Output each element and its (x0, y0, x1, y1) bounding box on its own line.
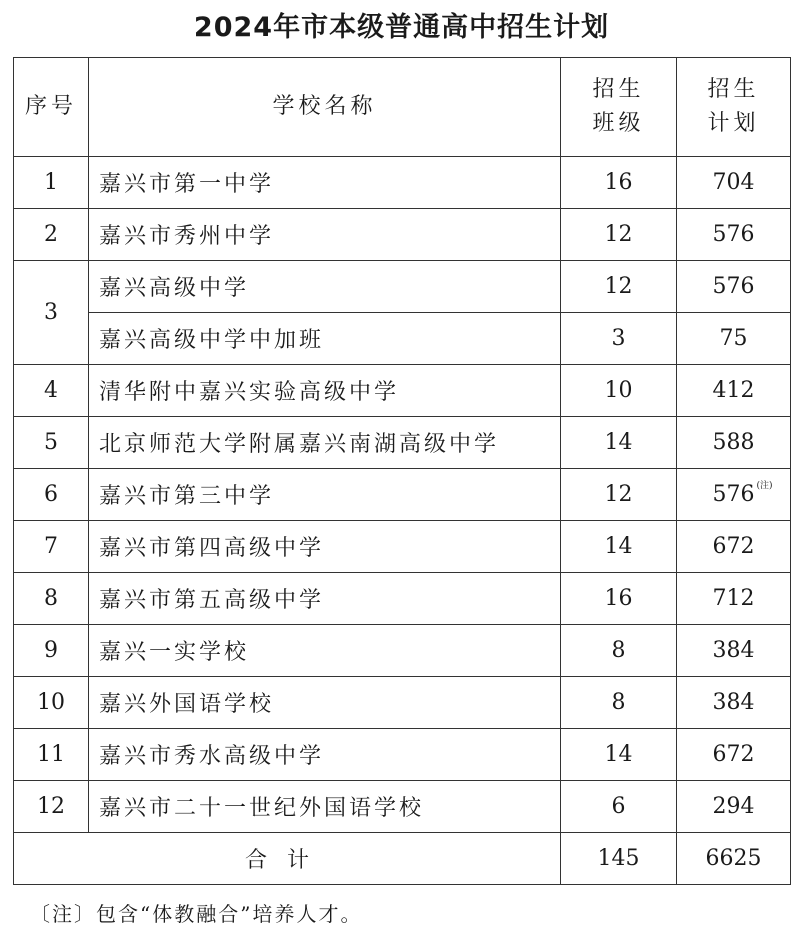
row-plan: 576 (712, 482, 755, 507)
row-plan: 412 (677, 365, 791, 417)
row-school-name: 嘉兴市二十一世纪外国语学校 (89, 781, 561, 833)
row-plan: 75 (677, 313, 791, 365)
note-marker: (注) (756, 481, 773, 491)
row-no: 7 (14, 521, 89, 573)
header-classes-line1: 招生 (592, 77, 645, 102)
table-row (14, 313, 791, 365)
row-no: 2 (14, 209, 89, 261)
row-school-name: 嘉兴外国语学校 (89, 677, 561, 729)
total-classes: 145 (561, 833, 677, 885)
row-no: 5 (14, 417, 89, 469)
table-row (14, 365, 791, 417)
row-classes: 14 (561, 521, 677, 573)
table-row (14, 677, 791, 729)
header-classes-line2: 班级 (592, 111, 645, 136)
row-school-name: 清华附中嘉兴实验高级中学 (89, 365, 561, 417)
row-no: 4 (14, 365, 89, 417)
row-classes: 8 (561, 677, 677, 729)
row-classes: 3 (561, 313, 677, 365)
header-plan-line1: 招生 (707, 77, 760, 102)
row-school-name: 嘉兴市第五高级中学 (89, 573, 561, 625)
footnote: 〔注〕包含“体教融合”培养人才。 (30, 902, 363, 926)
row-plan: 712 (677, 573, 791, 625)
row-plan: 672 (677, 521, 791, 573)
table-row (14, 261, 791, 313)
row-no: 9 (14, 625, 89, 677)
row-classes: 10 (561, 365, 677, 417)
row-plan: 576 (677, 261, 791, 313)
total-row (14, 833, 791, 885)
table-row (14, 521, 791, 573)
row-classes: 12 (561, 209, 677, 261)
row-plan: 384 (677, 625, 791, 677)
row-classes: 12 (561, 261, 677, 313)
table-row (14, 625, 791, 677)
row-school-name: 嘉兴市秀水高级中学 (89, 729, 561, 781)
row-classes: 8 (561, 625, 677, 677)
row-plan-wrap (712, 481, 773, 507)
row-no: 10 (14, 677, 89, 729)
page-title: 2024年市本级普通高中招生计划 (193, 12, 610, 43)
row-no: 11 (14, 729, 89, 781)
row-plan: 294 (677, 781, 791, 833)
row-classes: 16 (561, 573, 677, 625)
row-school-name: 嘉兴市秀州中学 (89, 209, 561, 261)
row-classes: 16 (561, 157, 677, 209)
table-row (14, 209, 791, 261)
row-plan: 704 (677, 157, 791, 209)
row-school-name: 嘉兴高级中学 (89, 261, 561, 313)
table-row (14, 573, 791, 625)
table-row (14, 469, 791, 521)
header-plan-line2: 计划 (707, 111, 760, 136)
row-school-name: 嘉兴市第三中学 (89, 469, 561, 521)
row-classes: 6 (561, 781, 677, 833)
row-classes: 14 (561, 729, 677, 781)
row-school-name: 嘉兴市第一中学 (89, 157, 561, 209)
row-classes: 12 (561, 469, 677, 521)
row-school-name: 北京师范大学附属嘉兴南湖高级中学 (89, 417, 561, 469)
row-school-name: 嘉兴高级中学中加班 (89, 313, 561, 365)
row-no: 1 (14, 157, 89, 209)
row-no: 6 (14, 469, 89, 521)
row-plan: 672 (677, 729, 791, 781)
row-plan: 384 (677, 677, 791, 729)
total-plan: 6625 (677, 833, 791, 885)
row-plan: 576 (677, 209, 791, 261)
table-row (14, 157, 791, 209)
header-no: 序号 (14, 58, 89, 157)
table-row (14, 729, 791, 781)
row-no: 3 (14, 261, 89, 365)
row-no: 8 (14, 573, 89, 625)
total-label: 合计 (14, 833, 561, 885)
table-row (14, 781, 791, 833)
row-school-name: 嘉兴市第四高级中学 (89, 521, 561, 573)
row-no: 12 (14, 781, 89, 833)
header-plan (677, 58, 791, 157)
enrollment-table (13, 57, 791, 885)
header-school-name: 学校名称 (89, 58, 561, 157)
row-plan-cell (677, 469, 791, 521)
table-row (14, 417, 791, 469)
row-classes: 14 (561, 417, 677, 469)
header-classes (561, 58, 677, 157)
row-school-name: 嘉兴一实学校 (89, 625, 561, 677)
table-header-row (14, 58, 791, 157)
row-plan: 588 (677, 417, 791, 469)
